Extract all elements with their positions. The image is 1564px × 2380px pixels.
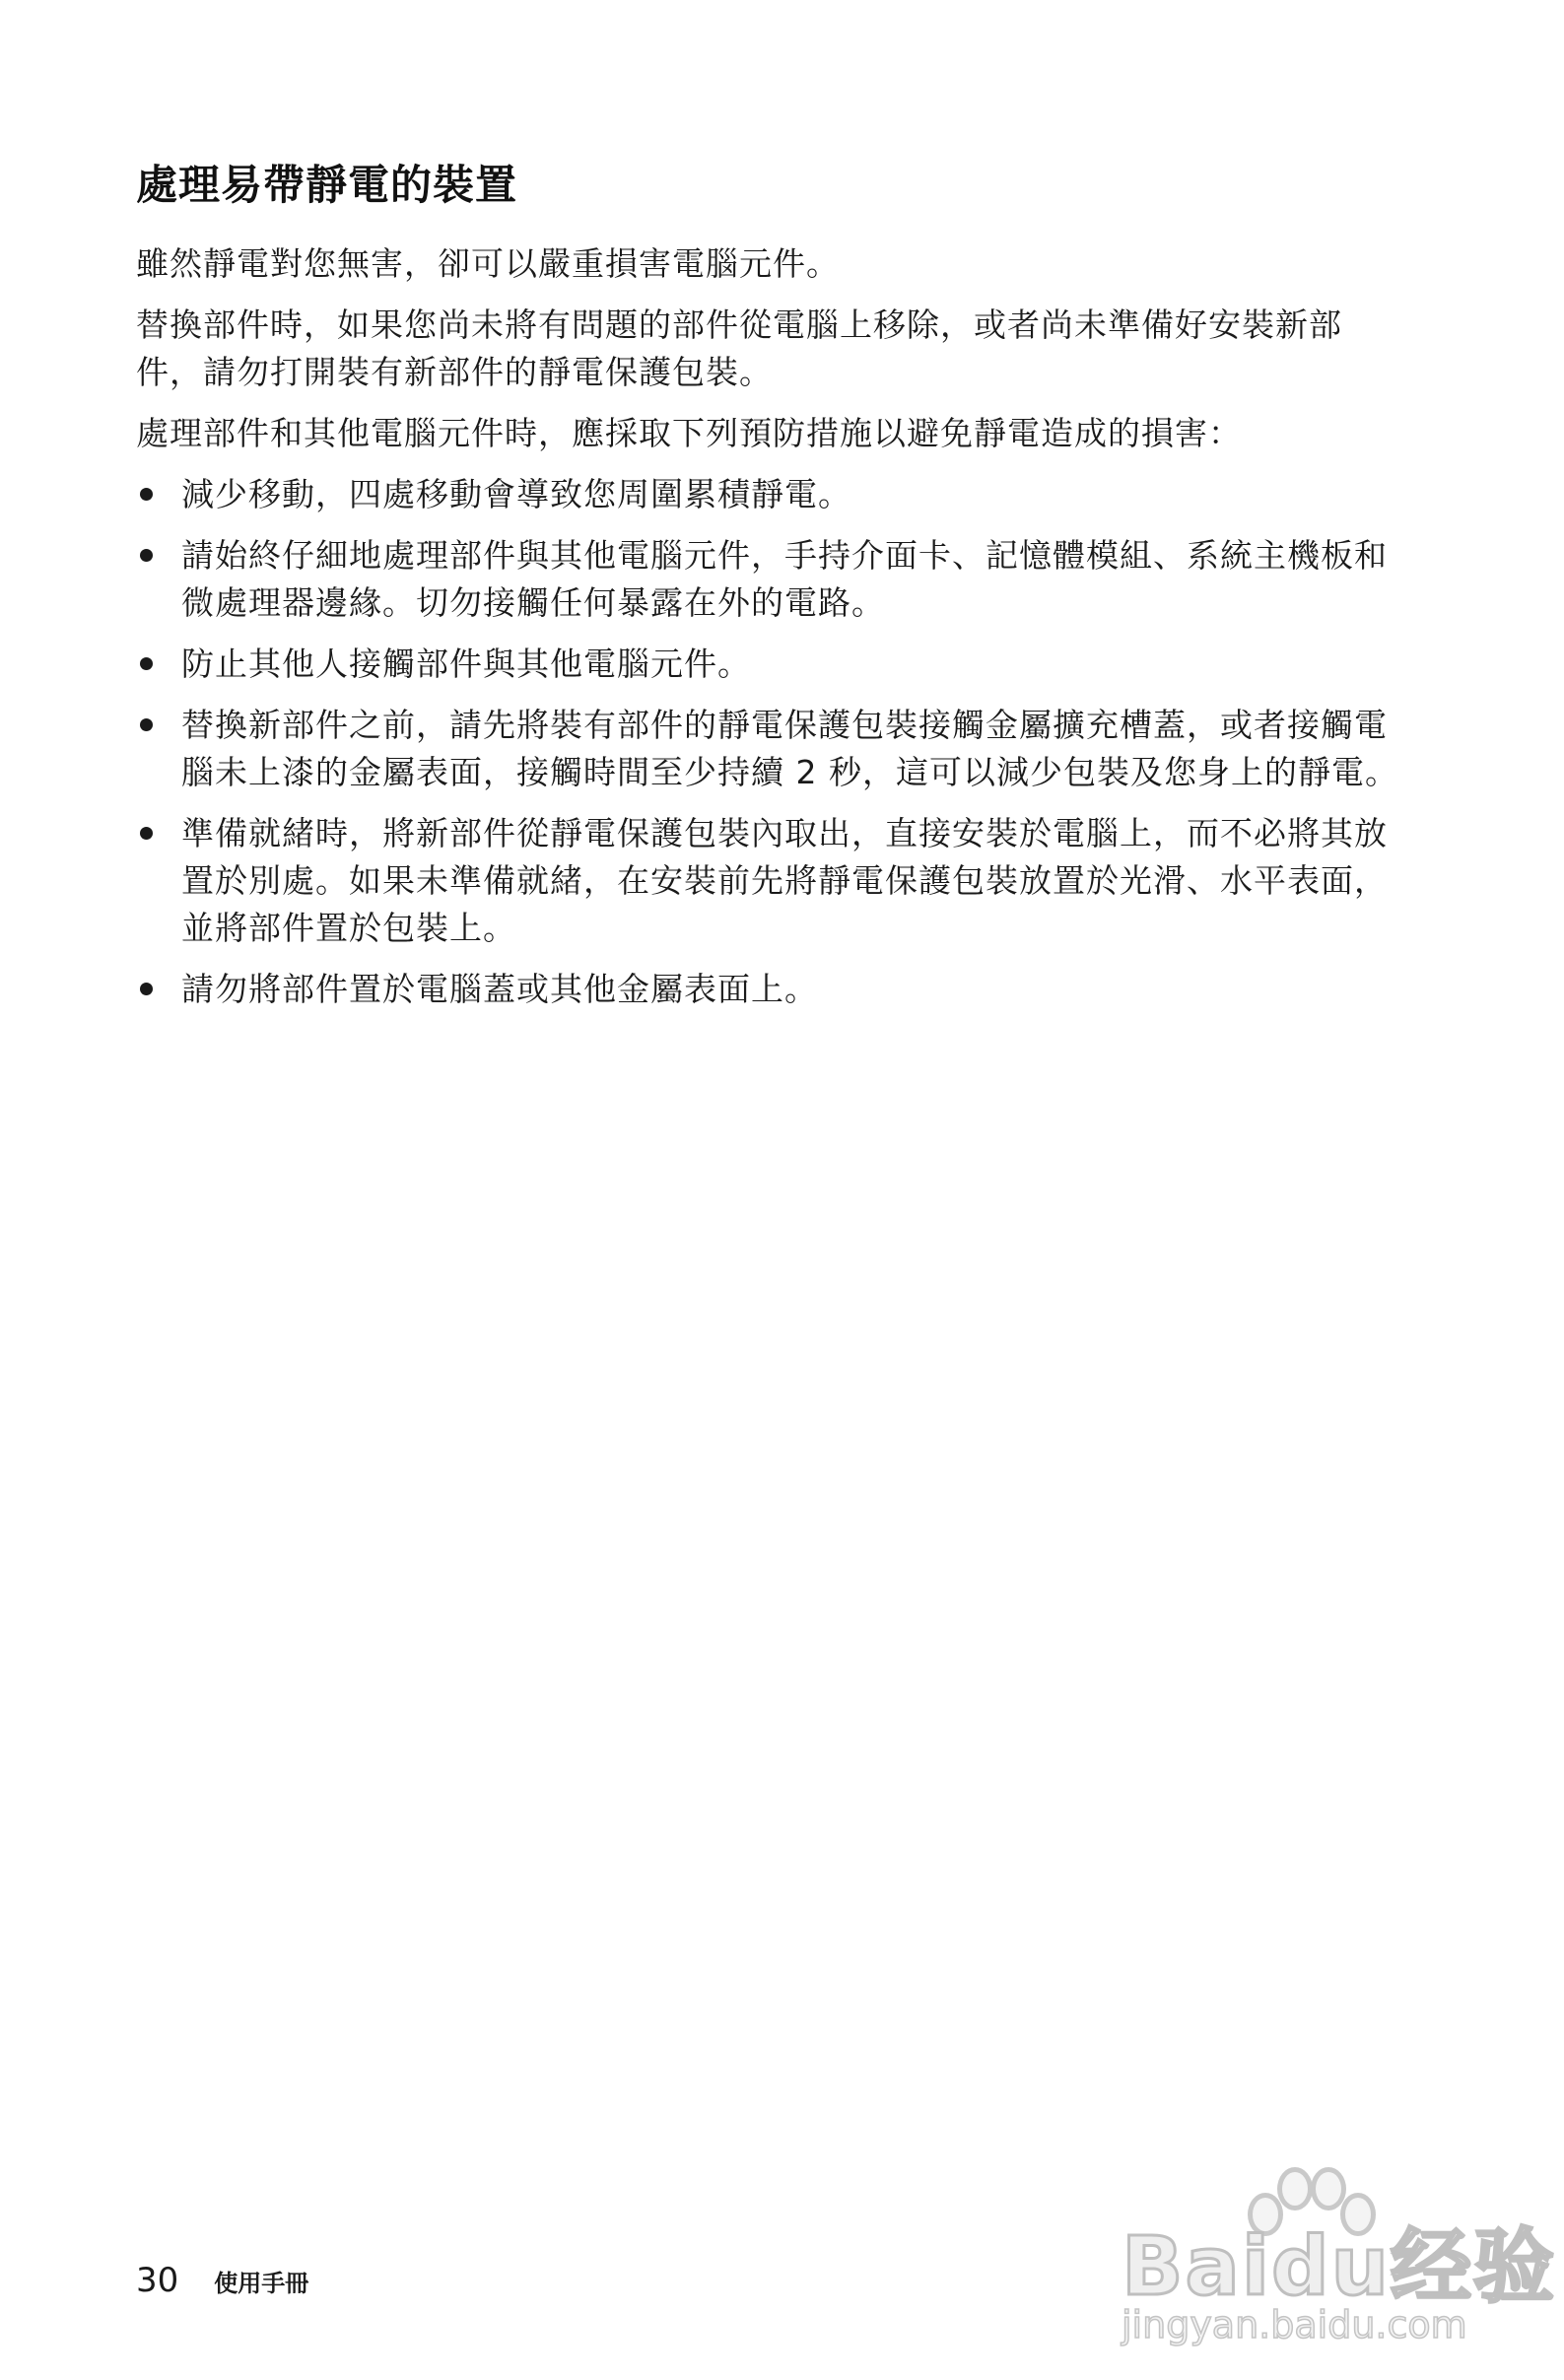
list-item — [136, 641, 1407, 688]
footer-label: 使用手冊 — [214, 2270, 309, 2297]
precautions-paragraph: 處理部件和其他電腦元件時，應採取下列預防措施以避免靜電造成的損害： — [136, 414, 1242, 452]
document-page — [136, 158, 1407, 1027]
list-item — [136, 810, 1407, 952]
list-item-text: 請勿將部件置於電腦蓋或其他金屬表面上。 — [181, 970, 818, 1008]
list-item — [136, 702, 1407, 796]
list-item-text: 準備就緒時，將新部件從靜電保護包裝內取出，直接安裝於電腦上，而不必將其放置於別處。如果未準備就緒，在安裝前先將靜電保護包裝放置於光滑、水平表面，並將部件置於包裝上。 — [181, 814, 1388, 947]
intro-paragraph: 雖然靜電對您無害，卻可以嚴重損害電腦元件。 — [136, 244, 840, 283]
watermark-url: jingyan.baidu.com — [1122, 2303, 1467, 2346]
list-item-text: 替換新部件之前，請先將裝有部件的靜電保護包裝接觸金屬擴充槽蓋，或者接觸電腦未上漆的金屬表面，接觸時間至少持續 2 秒，這可以減少包裝及您身上的靜電。 — [181, 706, 1398, 791]
page-footer — [136, 2261, 308, 2300]
list-item — [136, 532, 1407, 627]
watermark-brand: Baidu经验 — [1122, 2220, 1557, 2314]
replacement-paragraph: 替換部件時，如果您尚未將有問題的部件從電腦上移除，或者尚未準備好安裝新部件，請勿打開裝有新部件的靜電保護包裝。 — [136, 306, 1342, 391]
bullet-icon — [140, 983, 153, 995]
list-item — [136, 471, 1407, 518]
page-number: 30 — [136, 2261, 179, 2300]
bullet-icon — [140, 657, 153, 670]
list-item — [136, 966, 1407, 1013]
list-item-text: 減少移動，四處移動會導致您周圍累積靜電。 — [181, 475, 851, 513]
bullet-icon — [140, 488, 153, 501]
bullet-icon — [140, 718, 153, 731]
bullet-icon — [140, 827, 153, 840]
bullet-icon — [140, 549, 153, 562]
list-item-text: 請始終仔細地處理部件與其他電腦元件，手持介面卡、記憶體模組、系統主機板和微處理器邊緣。切勿接觸任何暴露在外的電路。 — [181, 536, 1388, 622]
list-item-text: 防止其他人接觸部件與其他電腦元件。 — [181, 645, 751, 683]
section-title: 處理易帶靜電的裝置 — [136, 161, 518, 209]
precautions-list — [136, 471, 1407, 1013]
watermark — [1122, 2163, 1557, 2360]
